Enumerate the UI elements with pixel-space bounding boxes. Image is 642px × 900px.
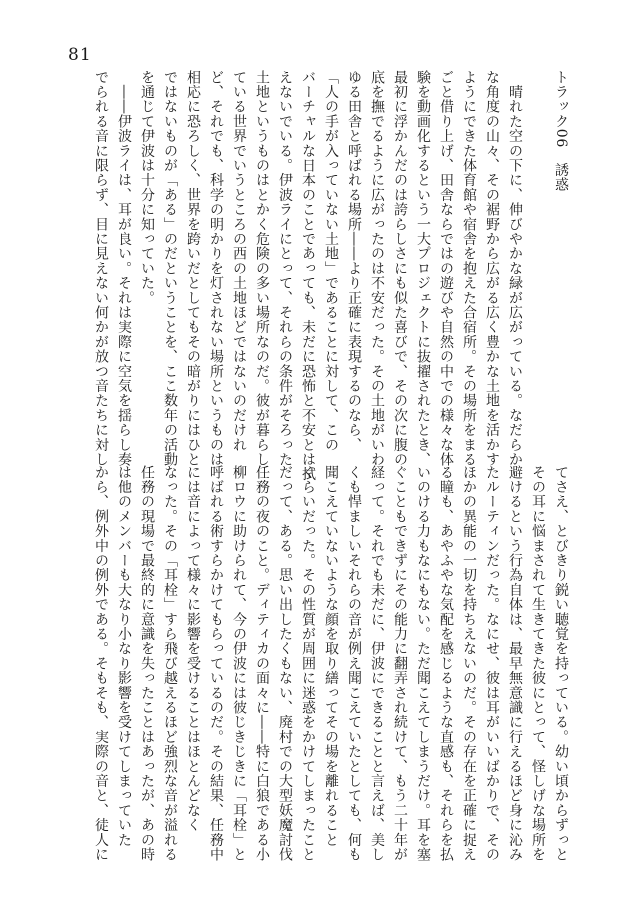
- upper-text-block: [89, 70, 572, 482]
- text-line: ――伊波ライは、耳が良い。それは実際に空気を揺らし奏: [116, 70, 132, 467]
- text-line: 晴れた空の下に、伸びやかな緑が広がっている。なだらか: [507, 70, 523, 467]
- text-line: なった。その「耳栓」すら飛び越えるほど強烈な音が溢れる: [162, 465, 178, 862]
- lower-text-block: [89, 465, 572, 862]
- page-number: 81: [68, 45, 92, 65]
- text-line: くらいだった。その性質が周囲に迷惑をかけてしまったこと: [300, 465, 316, 862]
- text-line: ている世界でいうところの西の土地ほどではないのだけれ: [231, 70, 247, 453]
- text-line: ど、それでも、科学の明かりを灯されない場所というものは: [208, 70, 224, 467]
- text-line: 最初に浮かんだのは誇らしさにも似た喜びで、その次に腹の: [392, 70, 408, 467]
- text-line: 避けるという行為自体は、最早無意識に行えるほど身に沁み: [507, 465, 523, 862]
- text-line: 聞こえていないような顔を取り繕ってその場を離れること: [323, 465, 339, 848]
- text-line: を通じて伊波は十分に知っていた。: [139, 70, 155, 306]
- text-line: 「人の手が入っていない土地」であることに対して、この: [323, 70, 339, 453]
- heading-spacer: [526, 70, 549, 410]
- text-line: くも悍ましいそれらの音が例え聞こえていたとしても、何も: [346, 465, 362, 862]
- text-line: その耳に悩まされて生きてきた彼にとって、怪しげな場所を: [530, 465, 546, 862]
- text-line: 経って。それでも未だに、伊波にできることと言えば、美し: [369, 465, 385, 862]
- text-line: から、例外中の例外である。そもそも、実際の音と、徒人に: [93, 465, 109, 862]
- text-line: てさえ、とびきり鋭い聴覚を持っている。幼い頃からずっと: [553, 465, 569, 862]
- text-line: えないでいる。伊波ライにとって、それらの条件がそろった: [277, 70, 293, 467]
- chapter-heading: トラック06 誘惑: [553, 70, 569, 193]
- text-line: だって、ある。思い出したくもない、廃村での大型妖魔討伐: [277, 465, 293, 862]
- text-line: 呼ばれる術すらかけてもらっているのだ。その結果、任務中: [208, 465, 224, 862]
- text-line: 任務の現場で最終的に意識を失ったことはあったが、あの時: [139, 465, 155, 862]
- text-line: ぐこともできずにその能力に翻弄され続けて、もう二十年が: [392, 465, 408, 862]
- text-line: には音によって様々に影響を受けることはほとんどなく: [185, 465, 201, 833]
- text-line: でられる音に限らず、目に見えない何かが放つ音たちに対し: [93, 70, 109, 467]
- text-line: る瞳も、あやふやな気配を感じるような直感も、それらを払: [438, 465, 454, 862]
- text-line: ほかの異能の一切を持ちえないのだ。その存在を正確に捉え: [461, 465, 477, 862]
- text-line: 験を動画化するという一大プロジェクトに抜擢されたとき、: [415, 70, 431, 467]
- text-line: ではないものが「ある」のだということを、ここ数年の活動: [162, 70, 178, 467]
- text-line: は他のメンバーも大なり小なり影響を受けてしまっていた: [116, 465, 132, 848]
- text-line: バーチャルな日本のことであっても、未だに恐怖と不安とは拭: [300, 70, 316, 482]
- text-line: ようにできた体育館や宿舎を抱えた合宿所。その場所をまる: [461, 70, 477, 467]
- text-line: いのける力もなにもない。ただ聞こえてしまうだけ。耳を塞: [415, 465, 431, 862]
- text-line: な角度の山々、その裾野から広がる広く豊かな土地を活かす: [484, 70, 500, 467]
- text-line: 任務の夜のこと。ディティカの面々に――特に白狼である小: [254, 465, 270, 862]
- text-line: たルーティンだった。なにせ、彼は耳がいいばかりで、その: [484, 465, 500, 862]
- text-line: 相応に恐ろしく、世界を跨いだとしてもその暗がりにはひと: [185, 70, 201, 467]
- text-line: ごと借り上げ、田舎ならではの遊びや自然の中での様々な体: [438, 70, 454, 467]
- text-line: 柳ロウに助けられて、今の伊波には彼じきじきに「耳栓」と: [231, 465, 247, 862]
- text-line: 土地というものはとかく危険の多い場所なのだ。彼が暮らし: [254, 70, 270, 467]
- text-line: ゆる田舎と呼ばれる場所――より正確に表現するのなら、: [346, 70, 362, 453]
- text-line: 底を撫でるように広がったのは不安だった。その土地がいわ: [369, 70, 385, 467]
